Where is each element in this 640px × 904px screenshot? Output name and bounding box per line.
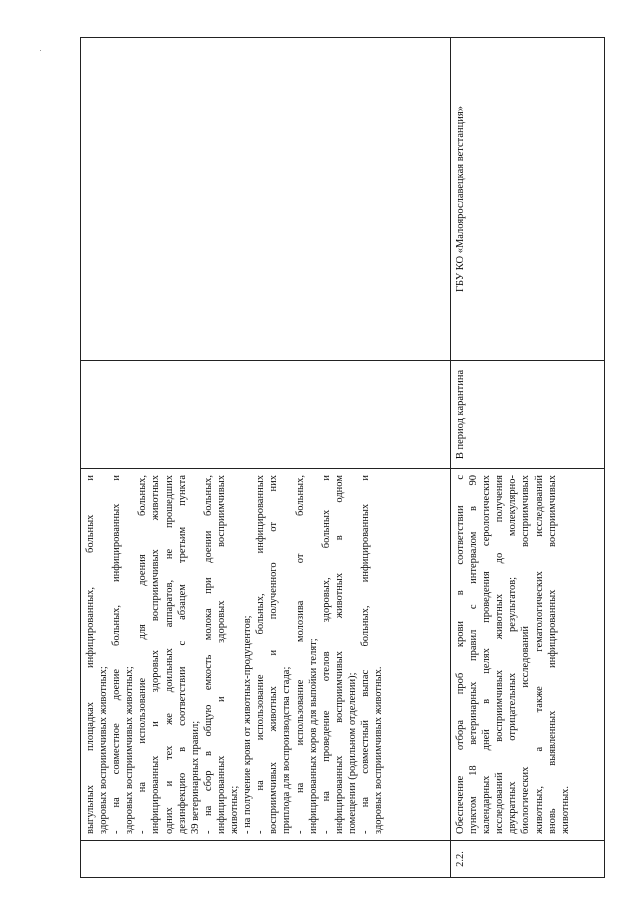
scan-speck (40, 50, 41, 51)
text-line: животных; (229, 785, 241, 834)
deadline-cell: В период карантина (451, 361, 605, 469)
text-line: здоровых восприимчивых животных; (124, 666, 136, 834)
text-line: инфицированных и здоровых восприимчивых животных (150, 475, 162, 834)
text-line: календарных дней в целях проведения серологических (481, 475, 493, 834)
text-line: одних и тех же доильных аппаратов, не прошедших (163, 475, 175, 834)
text-line: восприимчивых животных и полученного от них (268, 475, 280, 834)
text-line: - на сбор в общую емкость молока при доении больных, (202, 475, 214, 834)
text-line: приплода для воспроизводства стада; (281, 666, 293, 834)
row-number (81, 841, 451, 878)
text-line: - на использование для доения больных, (137, 475, 149, 834)
text-line: - на совместное доение больных, инфицированных и (111, 475, 123, 834)
text-line: - на использование молозива от больных, (294, 475, 306, 834)
text-line: пунктом 18 ветеринарных правил с интервалом в 90 (468, 475, 480, 834)
text-line: дезинфекцию в соответствии с абзацем третьим пункта (176, 475, 188, 834)
text-line: - на получение крови от животных-продуцентов; (242, 615, 254, 834)
deadline-cell (81, 361, 451, 469)
rotated-table-wrapper (80, 38, 604, 878)
text-line: вновь выявленных инфицированных восприимчивых (546, 475, 558, 834)
text-line: выгульных площадках инфицированных, больных и (85, 475, 96, 834)
measure-text-cell (451, 469, 605, 841)
text-line: здоровых восприимчивых животных. (373, 666, 385, 834)
text-line: животных. (559, 785, 571, 834)
row-number: 2.2. (451, 841, 605, 878)
table-row (451, 38, 605, 878)
measures-table (80, 37, 605, 878)
text-line: инфицированных коров для выпойки телят; (307, 638, 319, 834)
text-line: помещении (родильном отделении); (346, 672, 358, 834)
table-row (81, 38, 451, 878)
text-line: животных, а также гематологических исследований (533, 475, 545, 834)
text-line: 39 ветеринарных правил; (189, 720, 201, 834)
responsible-cell (81, 38, 451, 361)
text-line: здоровых восприимчивых животных; (98, 666, 110, 834)
measure-text-cell (81, 469, 451, 841)
responsible-cell: ГБУ КО «Малоярославецкая ветстанция» (451, 38, 605, 361)
text-line: двукратных отрицательных результатов; молекулярно- (507, 475, 519, 834)
text-line: - на использование больных, инфицированных (255, 475, 267, 834)
text-line: - на совместный выпас больных, инфицированных и (359, 475, 371, 834)
text-line: Обеспечение отбора проб крови в соответствии с (455, 475, 466, 834)
text-line: биологических исследований восприимчивых (520, 475, 532, 834)
text-line: исследований восприимчивых животных до получения (494, 475, 506, 834)
text-line: - на проведение отелов здоровых, больных и (320, 475, 332, 834)
text-line: инфицированных восприимчивых животных в одном (333, 475, 345, 834)
text-line: инфицированных и здоровых восприимчивых (215, 475, 227, 834)
